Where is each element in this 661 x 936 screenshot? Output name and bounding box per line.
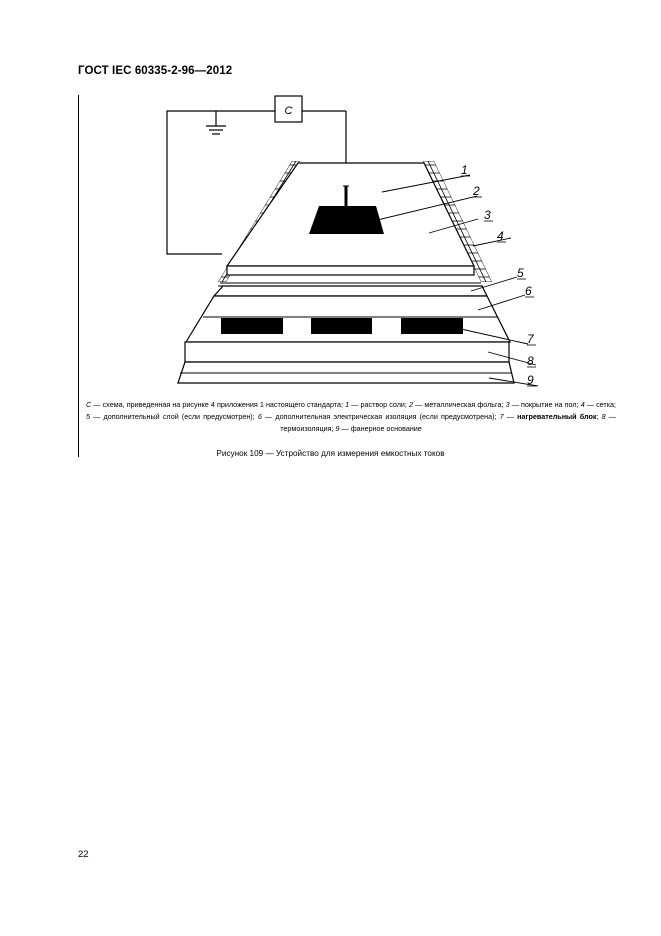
callout-8: 8	[527, 354, 534, 368]
callout-4: 4	[497, 229, 504, 243]
caption-run: 2	[409, 400, 414, 409]
caption-run: C	[86, 400, 92, 409]
metal-foil	[309, 206, 384, 234]
figure-caption	[86, 399, 616, 435]
caption-run: — металлическая фольга;	[413, 400, 506, 409]
callout-7: 7	[527, 332, 534, 346]
additional-insulation	[214, 286, 487, 296]
caption-run: — термоизоляция;	[280, 412, 617, 433]
caption-run: 1	[345, 400, 350, 409]
caption-run: 8	[601, 412, 606, 421]
caption-run: —	[503, 412, 518, 421]
callout-9: 9	[527, 373, 534, 387]
circuit-box-label: C	[284, 105, 293, 117]
callout-5: 5	[517, 266, 524, 280]
caption-run: — схема, приведенная на рисунке 4 приложения 1 настоящего стандарта;	[91, 400, 346, 409]
document-header: ГОСТ IEC 60335-2-96—2012	[78, 65, 233, 77]
thermal-insulation	[185, 342, 509, 362]
caption-run: 6	[257, 412, 262, 421]
heating-element-2	[311, 318, 372, 334]
caption-run: — дополнительный слой (если предусмотрен);	[90, 412, 258, 421]
caption-run: 3	[505, 400, 510, 409]
caption-run: — покрытие на пол;	[509, 400, 581, 409]
caption-run: ;	[596, 412, 602, 421]
caption-run: 9	[335, 424, 340, 433]
capacitive-current-diagram	[0, 0, 661, 400]
callout-2: 2	[473, 184, 480, 198]
heating-element-1	[221, 318, 283, 334]
figure-title: Рисунок 109 — Устройство для измерения емкостных токов	[216, 449, 445, 458]
heating-element-3	[401, 318, 463, 334]
caption-run: — раствор соли;	[349, 400, 410, 409]
ground-icon	[206, 126, 226, 134]
caption-run: 5	[86, 412, 90, 421]
callout-1: 1	[461, 163, 468, 177]
callout-6: 6	[525, 284, 532, 298]
floor-covering-edge	[227, 266, 474, 275]
caption-run: 4	[580, 400, 585, 409]
caption-run: нагревательный блок	[517, 412, 597, 421]
page-number: 22	[78, 849, 89, 860]
caption-run: — сетка;	[584, 400, 617, 409]
caption-run: 7	[499, 412, 504, 421]
caption-run: — фанерное основание	[339, 424, 422, 433]
callout-3: 3	[484, 208, 491, 222]
caption-run: — дополнительная электрическая изоляция (если предусмотрена);	[261, 412, 500, 421]
